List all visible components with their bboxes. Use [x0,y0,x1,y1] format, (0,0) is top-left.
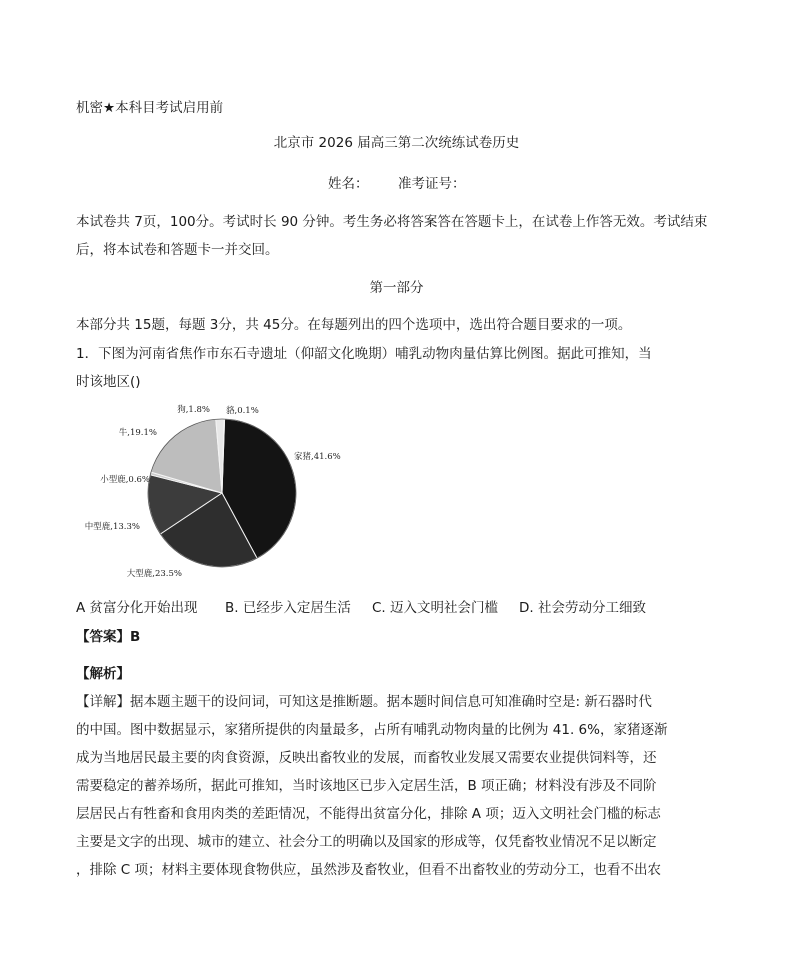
section-instruction: 本部分共 15题，每题 3分，共 45分。在每题列出的四个选项中，选出符合题目要求的一项。 [76,317,632,333]
intro-line-1: 本试卷共 7页，100分。考试时长 90 分钟。考生务必将答案答在答题卡上，在试卷上作答无效。考试结束 [76,214,708,230]
pie-slice-label: 家猪,41.6% [294,452,341,462]
pie-slice-label: 小型鹿,0.6% [100,475,150,485]
intro-line-2: 后，将本试卷和答题卡一并交回。 [76,242,279,258]
exam-title: 北京市 2026 届高三第二次统练试卷历史 [273,135,520,151]
explanation-line: 的中国。图中数据显示，家猪所提供的肉量最多，占所有哺乳动物肉量的比例为 41. 6%，家猪逐渐 [76,722,668,738]
option-a[interactable]: A 贫富分化开始出现 [76,600,198,616]
question-stem-line-1: 1．下图为河南省焦作市东石寺遗址（仰韶文化晚期）哺乳动物肉量估算比例图。据此可推知，当 [76,346,652,362]
explanation-line: 层居民占有牲畜和食用肉类的差距情况，不能得出贫富分化，排除 A 项；迈入文明社会门槛的标志 [76,806,661,822]
pie-slice-label: 貉,0.1% [226,406,259,416]
name-label: 姓名： [328,176,369,192]
answer-label: 【答案】B [76,629,141,645]
meat-proportion-pie-chart [70,395,370,585]
question-stem-line-2: 时该地区() [76,374,141,390]
explanation-line: 主要是文字的出现、城市的建立、社会分工的明确以及国家的形成等，仅凭畜牧业情况不足以断定 [76,834,657,850]
pie-slice-label: 狗,1.8% [177,405,210,415]
confidential-label: 机密★本科目考试启用前 [76,100,224,116]
option-b[interactable]: B. 已经步入定居生活 [225,600,351,616]
pie-slice-label: 牛,19.1% [118,428,157,438]
explanation-line: 成为当地居民最主要的肉食资源，反映出畜牧业的发展，而畜牧业发展又需要农业提供饲料等，还 [76,750,657,766]
exam-id-label: 准考证号： [398,176,466,192]
pie-slices [148,419,296,567]
pie-slice-label: 大型鹿,23.5% [126,569,182,579]
section-title: 第一部分 [369,280,424,296]
pie-slice-label: 中型鹿,13.3% [84,522,140,532]
explanation-line: 【详解】据本题主题干的设问词，可知这是推断题。据本题时间信息可知准确时空是: 新石器时代 [76,694,652,710]
explanation-line: ，排除 C 项；材料主要体现食物供应，虽然涉及畜牧业，但看不出畜牧业的劳动分工，也看不出农 [76,862,662,878]
option-c[interactable]: C. 迈入文明社会门槛 [372,600,499,616]
explanation-line: 需要稳定的蓄养场所，据此可推知，当时该地区已步入定居生活，B 项正确；材料没有涉及不同阶 [76,778,657,794]
option-d[interactable]: D. 社会劳动分工细致 [519,600,646,616]
analysis-label: 【解析】 [76,666,130,682]
